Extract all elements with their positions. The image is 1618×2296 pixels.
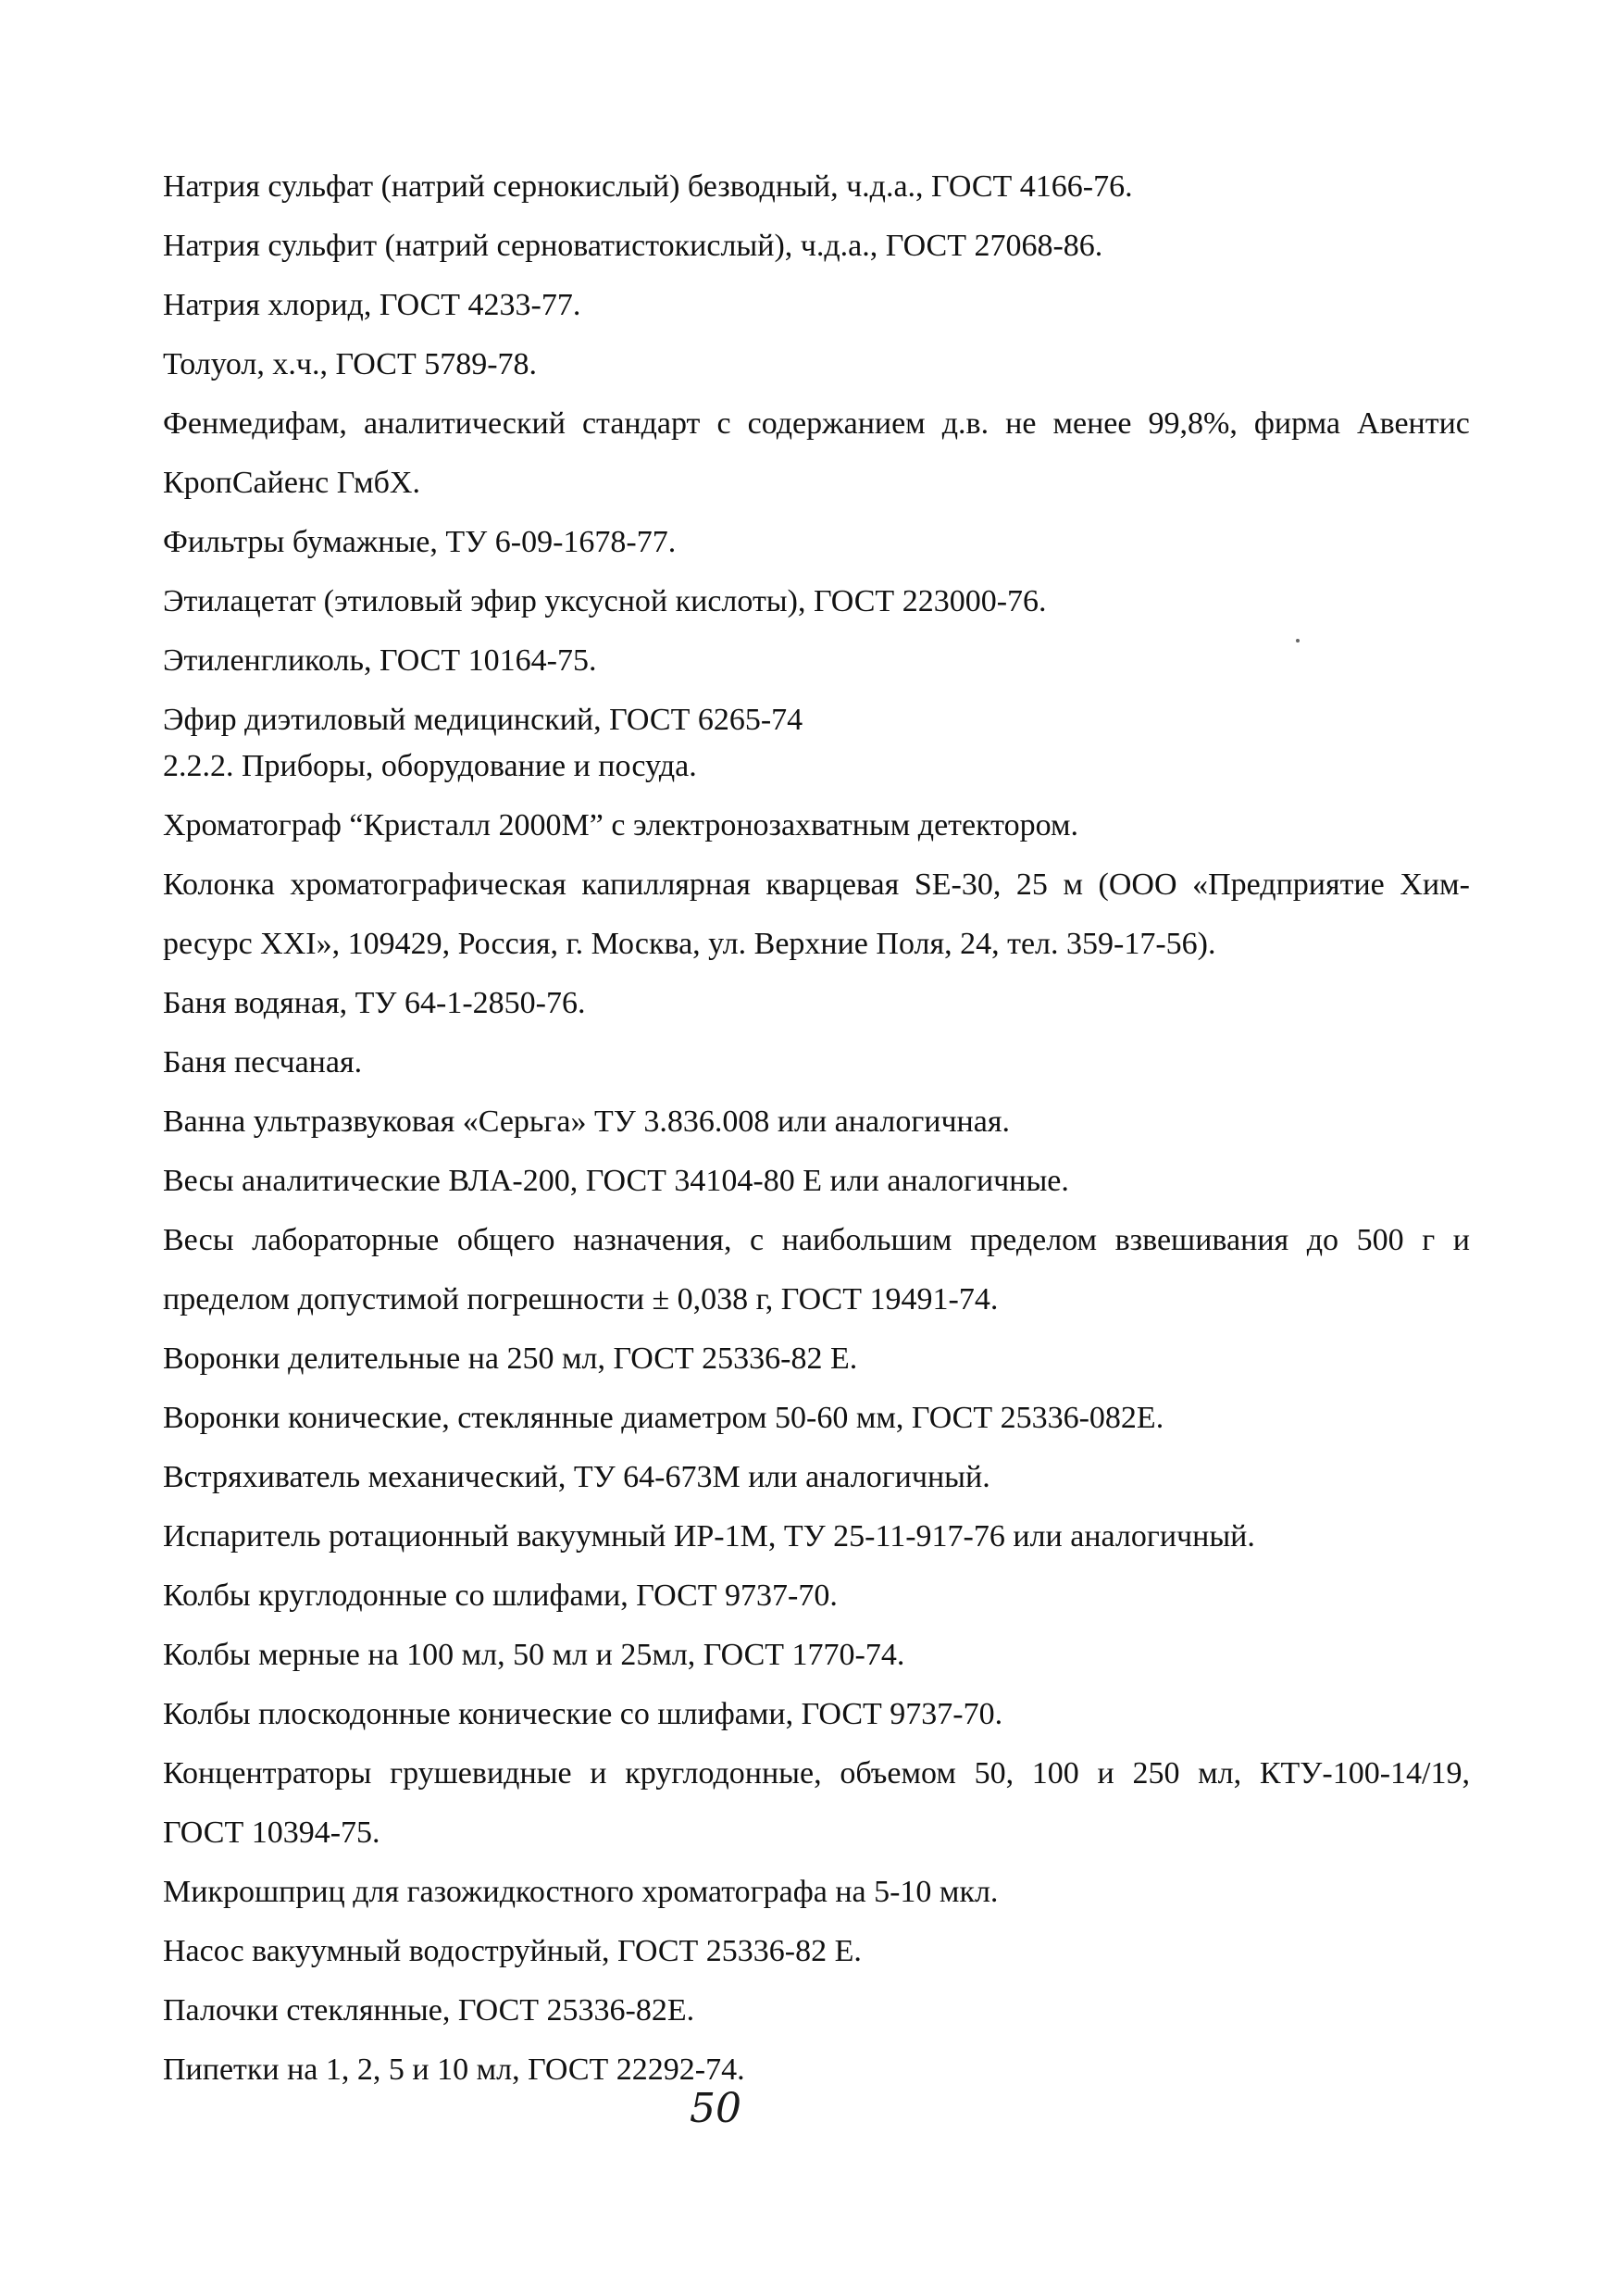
word: фирма <box>1253 406 1340 441</box>
reagents-list-a <box>163 157 1470 750</box>
word: мл, <box>1198 1756 1242 1791</box>
word: Колонка <box>163 867 275 902</box>
list-item: Воронки делительные на 250 мл, ГОСТ 25336-82 Е. <box>163 1341 858 1376</box>
word: с <box>716 406 731 441</box>
list-item: Микрошприц для газожидкостного хроматографа на 5-10 мкл. <box>163 1875 999 1909</box>
list-item: Натрия сульфат (натрий сернокислый) безводный, ч.д.а., ГОСТ 4166-76. <box>163 169 1133 204</box>
list-item: Колбы плоскодонные конические со шлифами, ГОСТ 9737-70. <box>163 1697 1003 1731</box>
word: менее <box>1052 406 1132 441</box>
word: Фенмедифам, <box>163 406 347 441</box>
word: Весы <box>163 1223 234 1257</box>
list-item: Насос вакуумный водоструйный, ГОСТ 25336-82 Е. <box>163 1934 862 1968</box>
justified-line <box>163 1211 1470 1270</box>
list-item: Толуол, х.ч., ГОСТ 5789-78. <box>163 347 538 381</box>
word: лабораторные <box>252 1223 440 1257</box>
word: содержанием <box>747 406 926 441</box>
word: объемом <box>840 1756 956 1791</box>
list-item: Натрия хлорид, ГОСТ 4233-77. <box>163 288 581 322</box>
word: 25 <box>1015 867 1048 902</box>
list-item: Этиленгликоль, ГОСТ 10164-75. <box>163 643 597 678</box>
justified-line <box>163 1744 1470 1803</box>
list-item-continuation: ресурс XXI», 109429, Россия, г. Москва, ул. Верхние Поля, 24, тел. 359-17-56). <box>163 927 1216 961</box>
list-item: Палочки стеклянные, ГОСТ 25336-82Е. <box>163 1993 695 2028</box>
word: общего <box>456 1223 555 1257</box>
list-item: Натрия сульфит (натрий серноватистокислый), ч.д.а., ГОСТ 27068-86. <box>163 229 1103 263</box>
word: 50, <box>974 1756 1014 1791</box>
word: назначения, <box>573 1223 732 1257</box>
list-item: Воронки конические, стеклянные диаметром 50-60 мм, ГОСТ 25336-082Е. <box>163 1401 1164 1435</box>
section-heading: 2.2.2. Приборы, оборудование и посуда. <box>163 749 697 783</box>
list-item: Фильтры бумажные, ТУ 6-09-1678-77. <box>163 525 677 559</box>
scan-speck <box>1296 639 1300 643</box>
word: стандарт <box>581 406 701 441</box>
word: Хим- <box>1400 867 1470 902</box>
word: 100 <box>1031 1756 1079 1791</box>
word: (ООО <box>1098 867 1177 902</box>
word: грушевидные <box>390 1756 572 1791</box>
list-item: Хроматограф “Кристалл 2000М” с электронозахватным детектором. <box>163 808 1078 842</box>
word: капиллярная <box>581 867 751 902</box>
word: наибольшим <box>781 1223 952 1257</box>
word: взвешивания <box>1114 1223 1289 1257</box>
word: кварцевая <box>765 867 900 902</box>
word: и <box>590 1756 607 1791</box>
list-item: Ванна ультразвуковая «Серьга» ТУ 3.836.008 или аналогичная. <box>163 1104 1010 1139</box>
word: д.в. <box>941 406 989 441</box>
list-item: Весы аналитические ВЛА-200, ГОСТ 34104-80 Е или аналогичные. <box>163 1164 1069 1198</box>
list-item: Испаритель ротационный вакуумный ИР-1М, ТУ 25-11-917-76 или аналогичный. <box>163 1519 1255 1554</box>
list-item: Этилацетат (этиловый эфир уксусной кислоты), ГОСТ 223000-76. <box>163 584 1047 618</box>
word: и <box>1097 1756 1114 1791</box>
word: м <box>1063 867 1083 902</box>
list-item: Эфир диэтиловый медицинский, ГОСТ 6265-74 <box>163 703 803 737</box>
word: 250 <box>1132 1756 1180 1791</box>
list-item: Пипетки на 1, 2, 5 и 10 мл, ГОСТ 22292-74. <box>163 2053 745 2087</box>
list-item-continuation: пределом допустимой погрешности ± 0,038 г, ГОСТ 19491-74. <box>163 1282 999 1316</box>
word: 99,8%, <box>1148 406 1238 441</box>
list-item: Колбы круглодонные со шлифами, ГОСТ 9737-70. <box>163 1578 838 1613</box>
equipment-list <box>163 737 1470 2100</box>
word: пределом <box>969 1223 1098 1257</box>
word: «Предприятие <box>1192 867 1385 902</box>
word: не <box>1005 406 1037 441</box>
word: с <box>750 1223 765 1257</box>
justified-line <box>163 394 1470 454</box>
word: КТУ-100-14/19, <box>1259 1756 1470 1791</box>
word: до <box>1306 1223 1339 1257</box>
page-number: 50 <box>690 2085 741 2132</box>
word: аналитический <box>363 406 566 441</box>
list-item: Баня водяная, ТУ 64-1-2850-76. <box>163 986 586 1020</box>
list-item: Встряхиватель механический, ТУ 64-673М или аналогичный. <box>163 1460 990 1494</box>
list-item-continuation: КропСайенс ГмбХ. <box>163 466 420 500</box>
word: SE-30, <box>914 867 1002 902</box>
list-item: Колбы мерные на 100 мл, 50 мл и 25мл, ГОСТ 1770-74. <box>163 1638 905 1672</box>
justified-line <box>163 855 1470 915</box>
list-item: Баня песчаная. <box>163 1045 363 1079</box>
word: Авентис <box>1357 406 1470 441</box>
word: 500 <box>1356 1223 1404 1257</box>
word: круглодонные, <box>625 1756 822 1791</box>
word: и <box>1452 1223 1470 1257</box>
word: Концентраторы <box>163 1756 372 1791</box>
word: хроматографическая <box>290 867 566 902</box>
word: г <box>1422 1223 1436 1257</box>
list-item-continuation: ГОСТ 10394-75. <box>163 1816 380 1850</box>
